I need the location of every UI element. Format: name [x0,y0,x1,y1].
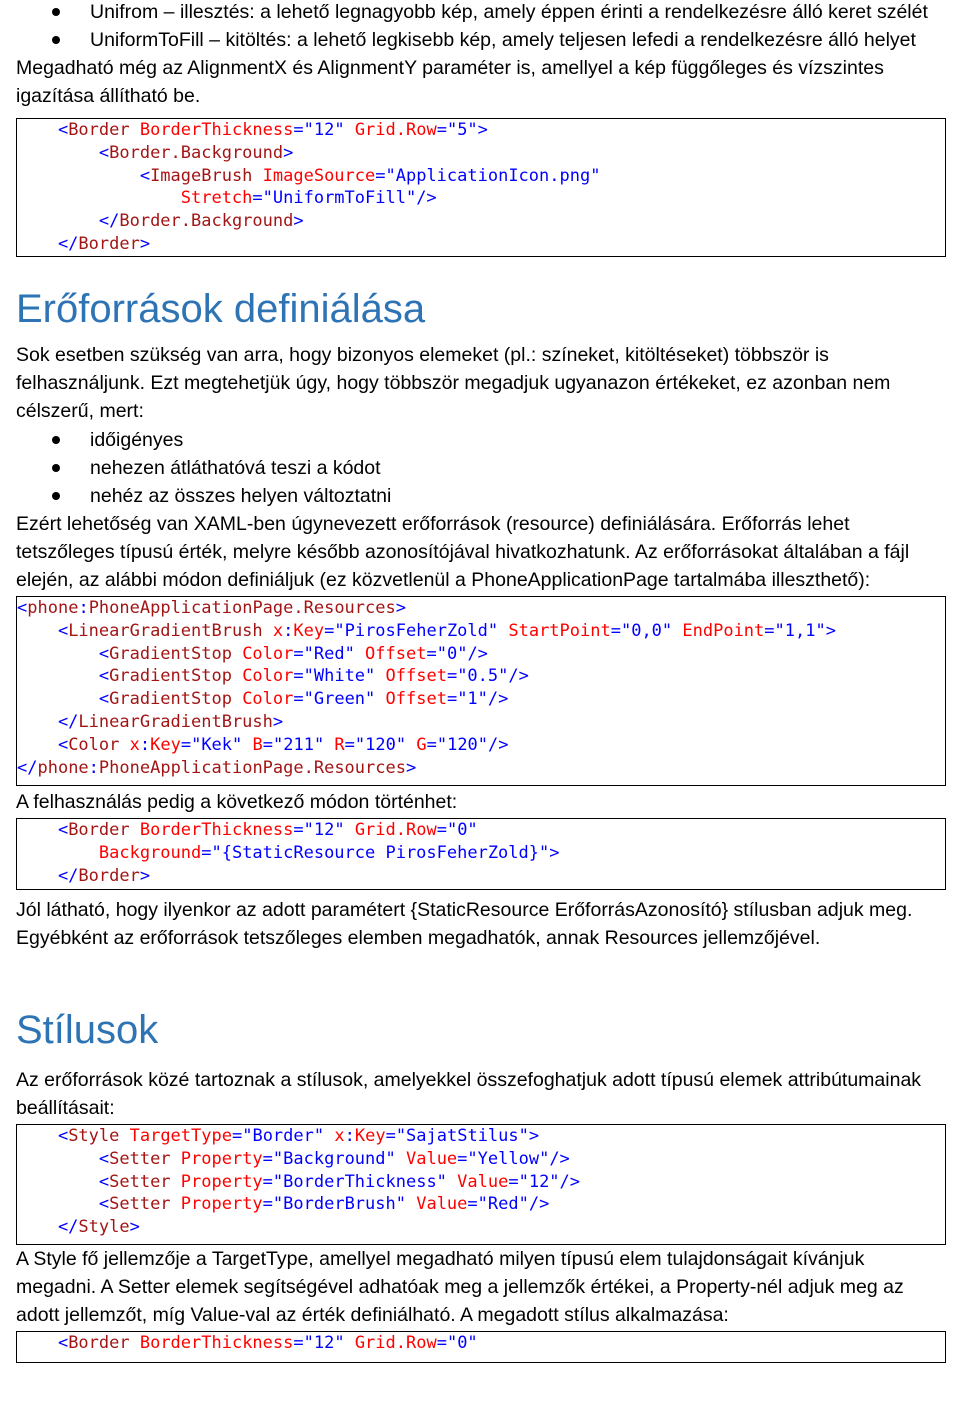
code-delimiter: = [426,643,437,664]
code-tag: phone [37,757,89,778]
code-delimiter: < [17,598,28,618]
code-line [17,1332,945,1355]
code-line [17,1193,945,1216]
code-delimiter: = [324,620,335,641]
code-attribute: Property [170,1171,263,1192]
code-line [17,1148,945,1171]
code-attribute: ImageSource [252,165,376,186]
code-attribute: StartPoint [498,620,611,641]
code-delimiter: = [252,188,263,209]
code-delimiter: > [405,757,417,778]
list-item: UniformToFill – kitöltés: a lehető legkisebb kép, amely teljesen lefedi a rendelkezésre álló helyet [16,26,946,54]
code-tag: LinearGradientBrush [68,620,263,641]
code-delimiter: = [293,820,304,840]
code-value: "UniformToFill" [262,188,417,209]
code-line [17,597,945,620]
paragraph-resources-definition: Ezért lehetőség van XAML-ben úgynevezett erőforrások (resource) definiálására. Erőforrás lehet tetszőleges típusú érték, melyre később azonosítójával hivatkozhatunk. Az erőforrásokat általában a fájl elején, az alábbi módon definiáljuk (ez közvetlenül a PhoneApplicationPage tartalmába illeszthető): [16,513,910,591]
code-value: "Background" [272,1148,396,1169]
code-line [17,757,945,780]
code-attribute: B [242,734,263,755]
code-delimiter: < [17,1194,110,1215]
code-delimiter: > [272,711,284,732]
code-value: "12" [303,1333,345,1353]
code-delimiter: /> [549,1148,570,1169]
code-delimiter: = [436,1333,447,1353]
code-value: "SajatStilus" [395,1126,529,1146]
bullet-list-stretch [16,0,946,54]
code-tag: Color [68,734,120,755]
code-delimiter: = [231,1126,243,1146]
code-value: "Yellow" [467,1148,550,1169]
code-delimiter: > [139,865,151,886]
code-attribute: x [119,734,140,755]
code-value: "Kek" [191,734,243,755]
code-delimiter: > [293,211,304,232]
code-delimiter: = [262,1194,273,1215]
code-value: "BorderBrush" [272,1194,406,1215]
code-tag: GradientStop [109,643,232,664]
code-delimiter: = [293,689,304,710]
code-block-imagebrush [16,118,946,257]
code-attribute: Offset [375,666,447,687]
code-value: "12" [518,1171,560,1192]
code-line [17,643,945,666]
paragraph-styles-intro: Az erőforrások közé tartoznak a stílusok, amelyekkel összefoghatjuk adott típusú elemek attribútumainak beállításait: [16,1069,922,1119]
list-item: nehezen átláthatóvá teszi a kódot [16,454,946,482]
code-delimiter: = [293,120,304,140]
code-line [17,620,945,643]
code-tag: Border.Background [119,211,294,232]
code-tag: Setter [109,1148,171,1169]
code-attribute: Value [395,1148,458,1169]
code-delimiter: = [262,1171,273,1192]
code-value: "0.5" [457,666,509,687]
code-line [17,842,945,865]
code-delimiter: /> [416,188,437,209]
code-attribute: Property [170,1194,263,1215]
code-tag: Style [78,1217,130,1238]
code-attribute: Grid.Row [344,120,437,140]
code-delimiter: /> [467,643,488,664]
code-delimiter: = [293,643,304,664]
code-delimiter: < [17,666,110,687]
code-value: "1,1" [774,620,826,641]
code-attribute: Key [293,620,325,641]
code-block-resources [16,596,946,786]
code-delimiter: < [17,1148,110,1169]
code-delimiter: /> [508,666,529,687]
code-delimiter: = [436,120,447,140]
code-delimiter: = [293,1333,304,1353]
code-delimiter: = [344,734,355,755]
code-value: "5" [446,120,478,140]
code-value: "12" [303,120,345,140]
code-value: "BorderThickness" [272,1171,447,1192]
paragraph-style-description: A Style fő jellemzője a TargetType, amellyel megadható milyen típusú elem tulajdonságait kívánjuk megadni. A Setter elemek segítségével adhatóak meg a jellemzők értékei, a Property-nél adjuk meg az adott jellemzőt, míg Value-val az érték definiálható. A megadott stílus alkalmazása: [16,1248,904,1326]
code-value: "Red" [477,1194,529,1215]
document-page [16,0,946,1363]
code-delimiter: < [17,142,110,163]
code-line [17,142,945,165]
code-delimiter: > [528,1126,540,1146]
code-value: "1" [457,689,488,710]
code-value: "Green" [303,689,376,710]
code-attribute: Offset [375,689,447,710]
code-delimiter: < [17,165,151,186]
code-delimiter: = [262,734,273,755]
code-delimiter: = [446,689,458,710]
code-value: "120" [354,734,407,755]
code-delimiter: < [17,620,69,641]
code-value: "White" [303,666,376,687]
code-delimiter: </ [17,211,120,232]
code-line [17,119,945,142]
code-line [17,711,945,734]
code-value: "Border" [242,1126,325,1146]
code-delimiter: < [17,820,69,840]
heading-styles: Stílusok [16,1008,159,1052]
code-line [17,865,945,888]
code-tag: Border.Background [109,142,284,163]
code-delimiter: > [825,620,836,641]
code-attribute: G [406,734,427,755]
code-delimiter: </ [17,1217,79,1238]
code-attribute: R [324,734,345,755]
code-tag: GradientStop [109,689,232,710]
code-attribute: Color [231,643,294,664]
code-delimiter: /> [488,734,509,755]
code-attribute: x [262,620,284,641]
code-delimiter: < [17,1171,110,1192]
code-tag: Border [68,820,130,840]
code-value: "{StaticResource PirosFeherZold}" [211,842,550,863]
code-delimiter: /> [487,689,509,710]
code-value: "PirosFeherZold" [334,620,499,641]
code-value: "0" [446,820,478,840]
code-tag: Border [68,1333,130,1353]
code-line [17,233,945,256]
code-tag: PhoneApplicationPage.Resources [98,757,406,778]
code-attribute: EndPoint [672,620,765,641]
code-delimiter: = [385,1126,396,1146]
code-value: "Red" [303,643,355,664]
code-tag: Border [68,120,130,140]
code-delimiter: : [344,1126,355,1146]
code-attribute: Property [170,1148,263,1169]
bullet-list-reasons [16,426,946,510]
code-delimiter: = [467,1194,478,1215]
list-item: időigényes [16,426,946,454]
code-attribute: TargetType [119,1126,232,1146]
code-delimiter: : [283,620,294,641]
code-attribute: Grid.Row [344,820,437,840]
code-delimiter: = [201,842,212,863]
code-delimiter: > [549,842,560,863]
code-delimiter: < [17,1126,69,1146]
code-attribute: Background [17,842,202,863]
code-delimiter: = [764,620,775,641]
code-attribute: BorderThickness [129,820,294,840]
code-block-static-resource [16,818,946,890]
code-tag: phone [27,598,79,618]
code-delimiter: > [139,233,151,254]
code-delimiter: = [262,1148,273,1169]
code-delimiter: > [129,1217,140,1238]
code-line [17,1216,945,1239]
code-attribute: x [324,1126,345,1146]
code-delimiter: < [17,1333,69,1353]
code-delimiter: </ [17,711,79,732]
code-value: "12" [303,820,345,840]
code-tag: ImageBrush [150,165,253,186]
code-delimiter: = [610,620,621,641]
code-line [17,665,945,688]
code-delimiter: > [395,598,406,618]
code-delimiter: > [283,142,294,163]
code-delimiter: = [436,820,447,840]
code-line [17,1171,945,1194]
code-attribute: Offset [354,643,427,664]
code-tag: Border [78,233,140,254]
code-attribute: Stretch [17,188,253,209]
code-value: "120" [436,734,489,755]
code-delimiter: = [457,1148,468,1169]
code-tag: GradientStop [109,666,232,687]
code-delimiter: > [477,120,488,140]
code-delimiter: : [139,734,151,755]
code-delimiter: < [17,643,110,664]
code-delimiter: = [180,734,192,755]
code-line [17,688,945,711]
code-attribute: Value [446,1171,509,1192]
code-tag: LinearGradientBrush [78,711,273,732]
code-attribute: BorderThickness [129,1333,294,1353]
code-tag: Style [68,1126,120,1146]
code-delimiter: </ [17,865,79,886]
paragraph-resources-intro: Sok esetben szükség van arra, hogy bizonyos elemeket (pl.: színeket, kitöltéseket) többször is felhasználjunk. Ezt megtehetjük úgy, hogy többször megadjuk ugyanazon értékeket, ez azonban nem célszerű, mert: [16,344,891,422]
list-item: nehéz az összes helyen változtatni [16,482,946,510]
code-tag: Setter [109,1194,171,1215]
paragraph-alignment: Megadható még az AlignmentX és AlignmentY paraméter is, amellyel a kép függőleges és vízszintes igazítása állítható be. [16,57,884,107]
code-delimiter: /> [559,1171,581,1192]
list-item: Unifrom – illesztés: a lehető legnagyobb kép, amely éppen érinti a rendelkezésre álló keret szélét [16,0,946,26]
heading-resources: Erőforrások definiálása [16,287,426,331]
code-delimiter: < [17,689,110,710]
code-attribute: Key [354,1126,386,1146]
code-delimiter: < [17,120,69,140]
code-delimiter: = [508,1171,519,1192]
code-delimiter: </ [17,233,79,254]
code-delimiter: : [78,598,89,618]
code-block-style-usage [16,1331,946,1363]
code-delimiter: </ [17,757,38,778]
code-tag: Border [78,865,140,886]
code-delimiter: : [88,757,99,778]
code-attribute: Color [231,666,294,687]
code-delimiter: = [426,734,437,755]
code-tag: Setter [109,1171,171,1192]
code-value: "ApplicationIcon.png" [385,165,601,186]
code-line [17,734,945,757]
code-value: "0" [436,643,468,664]
paragraph-static-resource: Jól látható, hogy ilyenkor az adott paramétert {StaticResource ErőforrásAzonosító} stílusban adjuk meg. Egyébként az erőforrások tetszőleges elemben megadhatók, annak Resources jellemzőjével. [16,899,913,949]
code-line [17,210,945,233]
code-delimiter: < [17,734,69,755]
code-line [17,1125,945,1148]
code-attribute: Color [231,689,294,710]
code-line [17,165,945,188]
code-value: "211" [273,734,325,755]
code-attribute: Value [405,1194,468,1215]
code-attribute: Key [150,734,181,755]
code-block-style [16,1124,946,1245]
code-delimiter: = [293,666,304,687]
code-value: "0,0" [620,620,673,641]
code-delimiter: /> [528,1194,550,1215]
paragraph-usage: A felhasználás pedig a következő módon történhet: [16,791,458,813]
code-line [17,187,945,210]
code-delimiter: = [375,165,386,186]
code-line [17,819,945,842]
code-attribute: Grid.Row [344,1333,437,1353]
code-value: "0" [446,1333,478,1353]
code-tag: PhoneApplicationPage.Resources [88,598,396,618]
code-delimiter: = [446,666,458,687]
code-attribute: BorderThickness [129,120,294,140]
